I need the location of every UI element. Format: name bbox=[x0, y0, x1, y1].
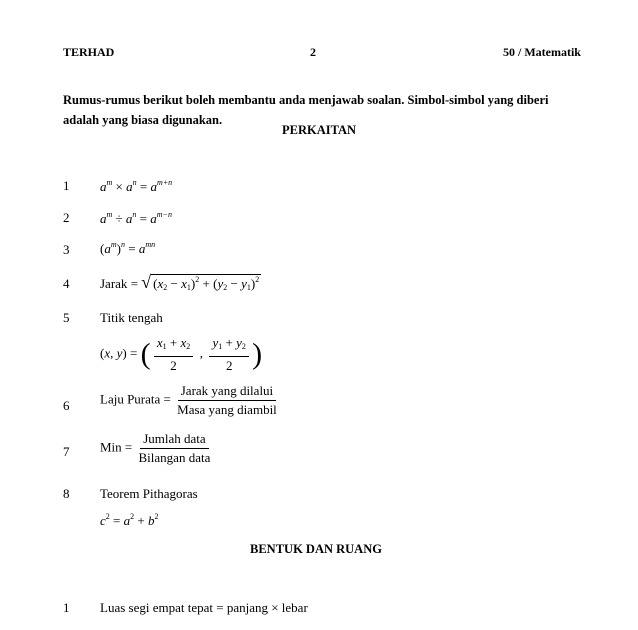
formula-multiply-powers: $a^m \times a^n = a^{m+n}$ bbox=[100, 178, 173, 194]
header-right: 50 / Matematik bbox=[503, 45, 581, 59]
item-number: 6 bbox=[63, 398, 70, 413]
formula-power-of-power: $(a^m)^n = a^{mn}$ bbox=[100, 240, 156, 256]
item-number: 7 bbox=[63, 444, 70, 459]
speed-denominator: Masa yang diambil bbox=[177, 402, 277, 417]
item-number: 1 bbox=[63, 178, 70, 193]
mean-label: Min bbox=[100, 439, 122, 455]
item-number: 3 bbox=[63, 242, 70, 257]
page-number: 2 bbox=[310, 45, 316, 59]
formula-mean: Min = $\frac{\text{Jumlah data}}{\text{Bilangan data}}$ bbox=[100, 432, 213, 465]
item-number: 8 bbox=[63, 486, 70, 501]
header-left: TERHAD bbox=[63, 45, 115, 59]
intro-text: Rumus-rumus berikut boleh membantu anda menjawab soalan. Simbol-simbol yang diberi adalah yang biasa digunakan. bbox=[63, 93, 549, 127]
item-number: 4 bbox=[63, 276, 70, 291]
item-number: 2 bbox=[63, 210, 70, 225]
item-number: 1 bbox=[63, 600, 70, 615]
formula-distance: Jarak = √ $(x_2 - x_1)^2 + (y_2 - y_1)^2$ bbox=[100, 272, 260, 292]
item-number: 5 bbox=[63, 310, 70, 325]
formula-average-speed: Laju Purata = $\frac{\text{Jarak yang dilalui}}{\text{Masa yang diambil}}$ bbox=[100, 384, 280, 417]
formula-divide-powers: $a^m \div a^n = a^{m-n}$ bbox=[100, 210, 172, 226]
formula-pythagoras: $c^2 = a^2 + b^2$ bbox=[100, 512, 159, 528]
formula-midpoint: (x, y) = ( $\frac{x_1 + x_2}{2}$ , $\frac{y_1 + y_2}{2}$ ) bbox=[100, 335, 263, 373]
section-title-relations: PERKAITAN bbox=[282, 123, 357, 137]
pythagoras-label: Teorem Pithagoras bbox=[100, 486, 198, 501]
midpoint-label: Titik tengah bbox=[100, 310, 163, 325]
mean-numerator: Jumlah data bbox=[140, 432, 208, 449]
formula-rectangle-area: Luas segi empat tepat = panjang × lebar bbox=[100, 600, 308, 615]
distance-label: Jarak bbox=[100, 276, 128, 291]
speed-numerator: Jarak yang dilalui bbox=[178, 384, 276, 401]
mean-denominator: Bilangan data bbox=[138, 450, 211, 465]
section-title-shape-space: BENTUK DAN RUANG bbox=[250, 542, 382, 556]
average-speed-label: Laju Purata bbox=[100, 391, 161, 407]
